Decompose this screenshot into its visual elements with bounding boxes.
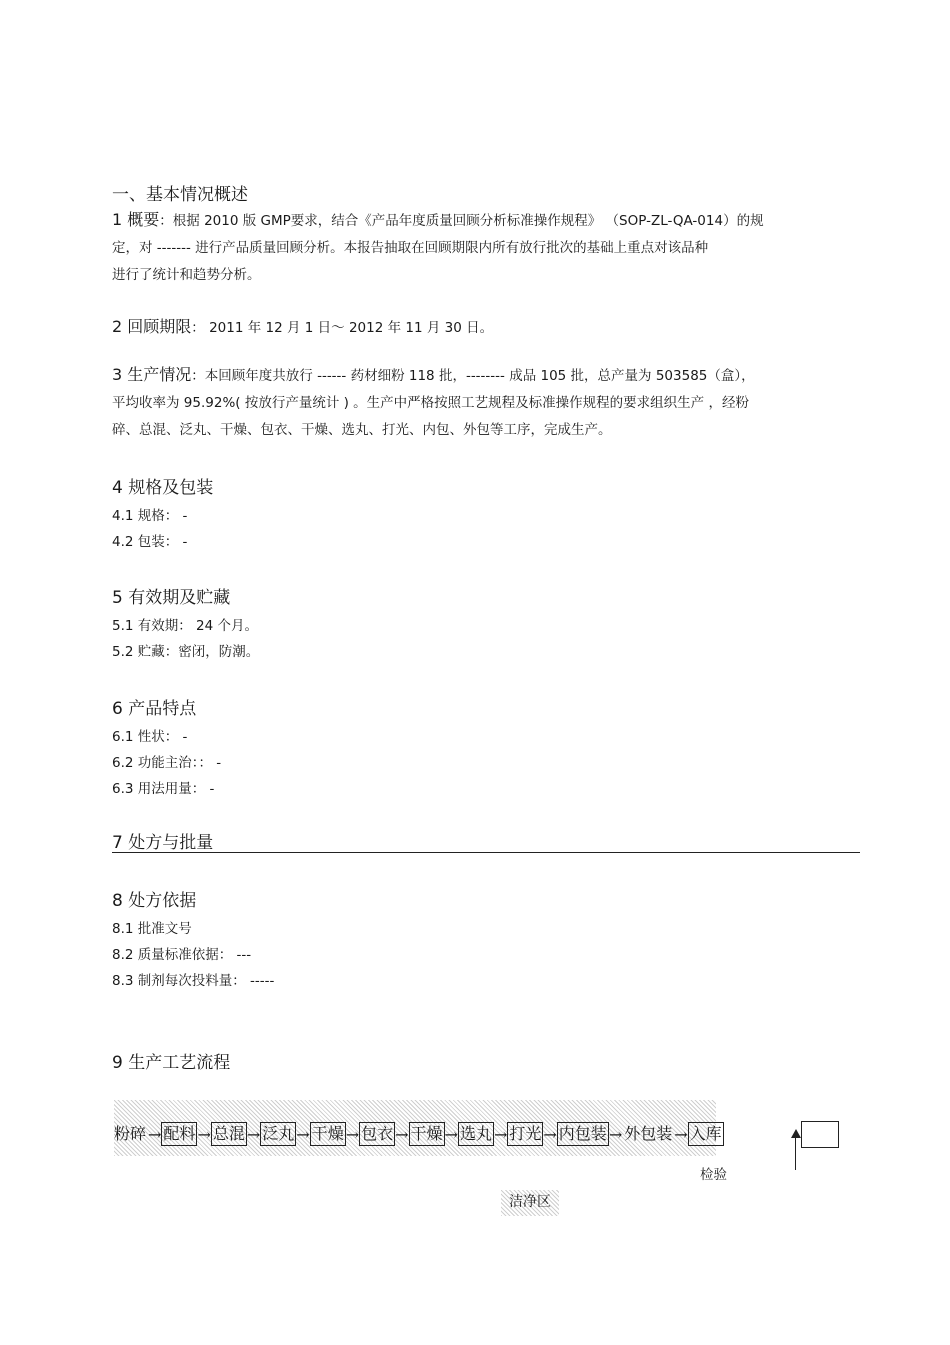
flow-step: 总混 (211, 1122, 247, 1146)
features-item-1: 6.1 性状： - (112, 729, 188, 745)
process-title: 9 生产工艺流程 (112, 1053, 231, 1073)
flow-arrow: → (444, 1124, 458, 1144)
validity-item-2: 5.2 贮藏：密闭，防潮。 (112, 644, 260, 660)
section-divider (112, 852, 860, 853)
arrow-up-line (795, 1136, 796, 1170)
overview-line-1: ：根据 2010 版 GMP要求，结合《产品年度质量回顾分析标准操作规程》 （SOP-ZL-QA-014）的规 (159, 213, 764, 229)
basis-item-2: 8.2 质量标准依据： --- (112, 947, 252, 963)
overview-line-2: 定，对 ------- 进行产品质量回顾分析。本报告抽取在回顾期限内所有放行批次的基础上重点对该品种 (112, 240, 709, 256)
basis-title: 8 处方依据 (112, 891, 197, 911)
empty-box (801, 1121, 839, 1148)
section-1-title: 一、基本情况概述 (112, 185, 248, 205)
flow-step: 干燥 (310, 1122, 346, 1146)
flow-step: 内包装 (557, 1122, 609, 1146)
flow-step: 干燥 (409, 1122, 445, 1146)
flow-step: 泛丸 (260, 1122, 296, 1146)
production-line-2: 平均收率为 95.92%( 按放行产量统计 ) 。生产中严格按照工艺规程及标准操作规程的要求组织生产 ，经粉 (112, 395, 749, 411)
validity-item-1: 5.1 有效期： 24 个月。 (112, 618, 259, 634)
flow-step: 包衣 (359, 1122, 395, 1146)
spec-title: 4 规格及包装 (112, 478, 214, 498)
inspection-label: 检验 (700, 1167, 727, 1183)
production-paragraph (112, 361, 860, 444)
flow-step: 入库 (688, 1122, 724, 1146)
flow-arrow: → (345, 1124, 360, 1144)
features-item-2: 6.2 功能主治：： - (112, 755, 222, 771)
basis-item-1: 8.1 批准文号 (112, 921, 192, 937)
flow-step: 粉碎 (114, 1124, 147, 1143)
overview-paragraph (112, 206, 860, 289)
flow-arrow: → (148, 1124, 162, 1144)
process-flow (112, 1122, 724, 1146)
validity-title: 5 有效期及贮藏 (112, 588, 231, 608)
period-label: 2 回顾期限 (112, 317, 192, 336)
features-title: 6 产品特点 (112, 699, 197, 719)
spec-item-2: 4.2 包装： - (112, 534, 188, 550)
production-label: 3 生产情况 (112, 365, 192, 384)
flow-arrow: → (493, 1124, 508, 1144)
spec-item-1: 4.1 规格： - (112, 508, 188, 524)
flow-step: 外包装 (624, 1124, 673, 1143)
features-item-3: 6.3 用法用量： - (112, 781, 215, 797)
period-text: ： 2011 年 12 月 1 日～ 2012 年 11 月 30 日。 (191, 320, 494, 336)
flow-step: 配料 (161, 1122, 197, 1146)
overview-line-3: 进行了统计和趋势分析。 (112, 267, 261, 283)
flow-arrow: → (296, 1124, 310, 1144)
flow-arrow: → (608, 1124, 623, 1144)
flow-step: 选丸 (458, 1122, 494, 1146)
flow-arrow: → (395, 1124, 409, 1144)
basis-item-3: 8.3 制剂每次投料量： ----- (112, 973, 275, 989)
clean-zone-label: 洁净区 (501, 1190, 559, 1216)
period-line (112, 314, 493, 337)
flow-arrow: → (197, 1124, 211, 1144)
overview-label: 1 概要 (112, 210, 160, 229)
flow-arrow: → (543, 1124, 557, 1144)
production-line-3: 碎、总混、泛丸、干燥、包衣、干燥、选丸、打光、内包、外包等工序，完成生产。 (112, 422, 612, 438)
recipe-title: 7 处方与批量 (112, 833, 214, 853)
flow-step: 打光 (507, 1122, 543, 1146)
flow-arrow: → (246, 1124, 261, 1144)
flow-arrow: → (674, 1124, 688, 1144)
production-line-1: ：本回顾年度共放行 ------ 药材细粉 118 批，-------- 成品 105 批，总产量为 503585（盒）， (191, 368, 755, 384)
arrow-up-head (791, 1129, 801, 1138)
